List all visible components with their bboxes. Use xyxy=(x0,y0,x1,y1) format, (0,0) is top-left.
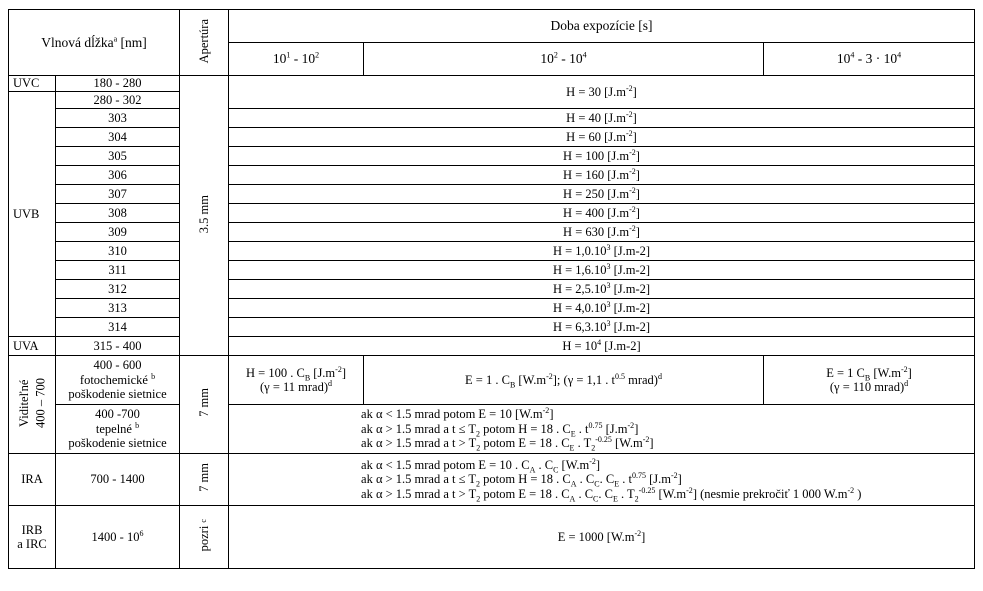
wavelength-cell: 307 xyxy=(56,185,180,204)
table-row xyxy=(9,147,975,166)
wavelength-unit: [nm] xyxy=(117,34,147,50)
table-row xyxy=(9,318,975,337)
header-row xyxy=(9,10,975,43)
wavelength-cell: 311 xyxy=(56,261,180,280)
wavelength-cell: 310 xyxy=(56,242,180,261)
limit-cell: E = 1 . $C_B$ $[W.m^{-2}]$; (γ = 1,1 . $t^{0.5}$ mrad)$^d$ xyxy=(364,356,764,405)
band-ira: IRA xyxy=(9,454,56,506)
table-row xyxy=(9,76,975,92)
limit-cell: $H = 6,3.10^3$ [J.m-2] xyxy=(229,318,975,337)
wavelength-cell: 314 xyxy=(56,318,180,337)
limit-cell: H = 250 $[J.m^{-2}]$ xyxy=(229,185,975,204)
wavelength-cell: 180 - 280 xyxy=(56,76,180,92)
aperture-label: Apertúra xyxy=(196,18,211,64)
wavelength-cell: 313 xyxy=(56,299,180,318)
wavelength-cell: 306 xyxy=(56,166,180,185)
table-row xyxy=(9,109,975,128)
wavelength-cell: 315 - 400 xyxy=(56,337,180,356)
exposure-header: Doba expozície [s] xyxy=(229,10,975,43)
table-row xyxy=(9,454,975,506)
limit-cell: $H = 10^4$ [J.m-2] xyxy=(229,337,975,356)
limit-cell: $H = 4,0.10^3$ [J.m-2] xyxy=(229,299,975,318)
band-visible xyxy=(9,356,56,454)
aperture-vis-cell xyxy=(180,356,229,454)
wavelength-cell: $1400 - 10^6$ xyxy=(56,506,180,569)
wavelength-label: Vlnová dĺžka xyxy=(41,34,114,50)
table-row xyxy=(9,242,975,261)
band-irb: IRB a IRC xyxy=(9,506,56,569)
table-row xyxy=(9,185,975,204)
exposure-col-1: $10^1 - 10^2$ xyxy=(229,43,364,76)
wavelength-cell: 309 xyxy=(56,223,180,242)
aperture-ira: 7 mm xyxy=(196,463,211,493)
band-uvb: UVB xyxy=(9,92,56,337)
aperture-irb: pozri c xyxy=(196,519,211,552)
wavelength-cell: 312 xyxy=(56,280,180,299)
limit-cell: ak α < 1.5 mrad potom E = 10 . $C_A$ . $C_C$ $[W.m^{-2}]$ ak α > 1.5 mrad a $t \le T_2$ potom H = 18 . $C_A$ . $C_C$. $C_E$ . $t^{0.75}$ $[J.m^{-2}]$ ak α > 1.5 mrad a $t > T_2$ potom E = 18 . $C_A$ . $C_C$. $C_E$ . $T_2^{-0.25}$ $[W.m^{-2}]$ (nesmie prekročiť 1 000 $W.m^{-2}$ ) xyxy=(229,454,975,506)
table-row xyxy=(9,204,975,223)
limit-cell: ak α < 1.5 mrad potom E = 10 $[W.m^{-2}]$ ak α > 1.5 mrad a $t \le T_2$ potom H = 18 . $C_E$ . $t^{0.75}$ $[J.m^{-2}]$ ak α > 1.5 mrad a $t > T_2$ potom E = 18 . $C_E$ . $T_2^{-0.25}$ $[W.m^{-2}]$ xyxy=(229,405,975,454)
limit-cell: H = 60 $[J.m^{-2}]$ xyxy=(229,128,975,147)
limit-cell: H = 40 $[J.m^{-2}]$ xyxy=(229,109,975,128)
table-row xyxy=(9,280,975,299)
wavelength-header xyxy=(9,10,180,76)
limit-cell: E = 1000 $[W.m^{-2}]$ xyxy=(229,506,975,569)
table-row xyxy=(9,356,975,405)
wavelength-cell: 400 -700 tepelné $^b$ poškodenie sietnice xyxy=(56,405,180,454)
limit-cell: $H = 1,6.10^3$ [J.m-2] xyxy=(229,261,975,280)
band-uvc: UVC xyxy=(9,76,56,92)
limit-cell: E = 1 $C_B$ $[W.m^{-2}]$ (γ = 110 mrad)$^d$ xyxy=(764,356,975,405)
table-row xyxy=(9,261,975,280)
aperture-vis: 7 mm xyxy=(196,388,211,418)
aperture-ira-cell xyxy=(180,454,229,506)
table-row xyxy=(9,405,975,454)
wavelength-cell: 304 xyxy=(56,128,180,147)
table-row xyxy=(9,166,975,185)
band-uva: UVA xyxy=(9,337,56,356)
wavelength-cell: 700 - 1400 xyxy=(56,454,180,506)
exposure-limits-table xyxy=(8,9,975,569)
wavelength-cell: 303 xyxy=(56,109,180,128)
limit-cell: H = 400 $[J.m^{-2}]$ xyxy=(229,204,975,223)
aperture-uv: 3.5 mm xyxy=(196,194,211,233)
table-row xyxy=(9,223,975,242)
table-row xyxy=(9,506,975,569)
limit-cell: H = 100 $[J.m^{-2}]$ xyxy=(229,147,975,166)
limit-cell: H = 100 . $C_B$ $[J.m^{-2}]$ (γ = 11 mrad)$^d$ xyxy=(229,356,364,405)
table-row xyxy=(9,337,975,356)
wavelength-cell: 400 - 600 fotochemické $^b$ poškodenie sietnice xyxy=(56,356,180,405)
exposure-limits-table-container xyxy=(8,9,975,569)
wavelength-cell: 308 xyxy=(56,204,180,223)
limit-cell: $H = 1,0.10^3$ [J.m-2] xyxy=(229,242,975,261)
limit-cell: H = 630 $[J.m^{-2}]$ xyxy=(229,223,975,242)
exposure-col-2: $10^2 - 10^4$ xyxy=(364,43,764,76)
wavelength-cell: 280 - 302 xyxy=(56,92,180,109)
wavelength-cell: 305 xyxy=(56,147,180,166)
aperture-irb-cell xyxy=(180,506,229,569)
limit-cell: $H = 2,5.10^3$ [J.m-2] xyxy=(229,280,975,299)
aperture-header xyxy=(180,10,229,76)
band-visible-label: Viditeľné 400 – 700 xyxy=(16,377,47,428)
wavelength-footnote: a xyxy=(113,34,118,44)
table-row xyxy=(9,299,975,318)
exposure-col-3: $10^4 - 3 \cdot 10^4$ xyxy=(764,43,975,76)
aperture-uv-cell xyxy=(180,76,229,356)
limit-cell: H = 160 $[J.m^{-2}]$ xyxy=(229,166,975,185)
limit-cell: H = 30 $[J.m^{-2}]$ xyxy=(229,76,975,109)
table-row xyxy=(9,128,975,147)
